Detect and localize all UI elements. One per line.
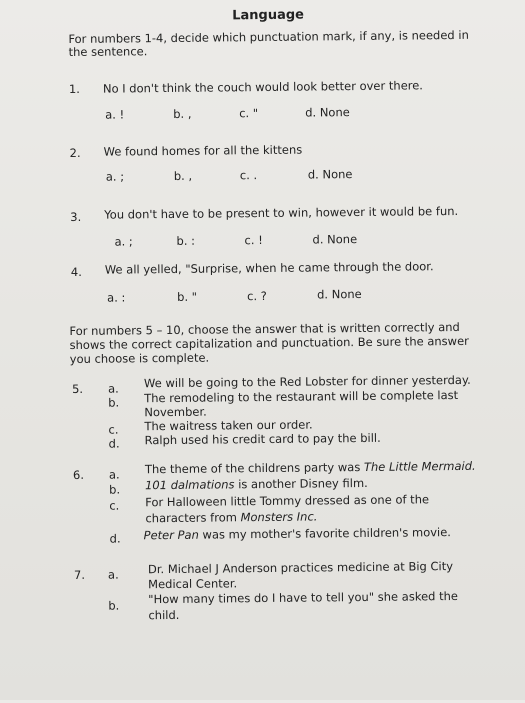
question-6-option-b-text: is another Disney film. (234, 475, 368, 492)
question-4-number: 4. (70, 264, 82, 280)
question-5-option-b-line-1[interactable]: The remodeling to the restaurant will be complete last (144, 387, 459, 406)
instruction-1-line-2: the sentence. (68, 44, 148, 60)
question-2-option-b[interactable]: b. , (173, 168, 193, 183)
instruction-2-line-2: shows the correct capitalization and punctuation. Be sure the answer (69, 333, 469, 353)
question-6-number: 6. (72, 467, 85, 483)
question-3-option-a[interactable]: a. ; (114, 234, 133, 249)
question-5-letter-c[interactable]: c. (108, 422, 119, 437)
question-6-option-d-text: was my mother's favorite children's movie. (198, 525, 451, 542)
question-6-letter-d[interactable]: d. (109, 531, 121, 546)
question-7-option-b-line-2[interactable]: child. (148, 607, 180, 623)
question-3-option-c[interactable]: c. ! (244, 233, 263, 248)
question-7-letter-a[interactable]: a. (107, 567, 119, 582)
question-4-text: We all yelled, "Surprise, when he came through the door. (104, 259, 434, 277)
question-3-option-d[interactable]: d. None (312, 232, 358, 247)
question-6-option-d-title: Peter Pan (143, 527, 199, 543)
question-5-option-b-line-2[interactable]: November. (144, 404, 207, 420)
question-1-option-c[interactable]: c. " (239, 106, 259, 121)
question-6-option-a-text: The theme of the childrens party was (144, 459, 365, 477)
question-6-letter-c[interactable]: c. (109, 498, 120, 513)
question-5-option-a[interactable]: We will be going to the Red Lobster for dinner yesterday. (143, 372, 471, 391)
question-4-option-b[interactable]: b. " (177, 289, 198, 304)
question-4-option-a[interactable]: a. : (107, 290, 126, 305)
instruction-2-line-3: you choose is complete. (69, 350, 210, 367)
question-1-option-d[interactable]: d. None (305, 105, 350, 120)
question-1-number: 1. (68, 81, 80, 97)
question-6-option-b[interactable] (145, 476, 368, 492)
question-2-option-d[interactable]: d. None (307, 167, 353, 182)
question-2-text: We found homes for all the kittens (103, 142, 303, 159)
instruction-1-line-1: For numbers 1-4, decide which punctuation mark, if any, is needed in (68, 27, 469, 47)
question-6-option-c-text: characters from (145, 510, 241, 526)
question-3-number: 3. (70, 209, 82, 225)
question-1-option-a[interactable]: a. ! (105, 107, 125, 122)
question-5-letter-a[interactable]: a. (107, 381, 119, 396)
question-4-option-d[interactable]: d. None (317, 286, 362, 302)
question-1-option-b[interactable]: b. , (173, 106, 192, 121)
question-7-option-a-line-2[interactable]: Medical Center. (148, 576, 238, 592)
question-5-letter-b[interactable]: b. (108, 395, 120, 410)
question-5-option-d[interactable]: Ralph used his credit card to pay the bill. (144, 430, 381, 448)
question-1-text: No I don't think the couch would look better over there. (102, 78, 424, 96)
question-6-option-a-title: The Little Mermaid. (363, 458, 476, 474)
question-2-option-a[interactable]: a. ; (105, 169, 125, 184)
question-6-option-d[interactable] (144, 525, 451, 542)
question-6-option-a[interactable] (145, 459, 476, 476)
question-6-option-c-title: Monsters Inc. (240, 509, 318, 525)
question-4-option-c[interactable]: c. ? (247, 288, 267, 304)
question-7-letter-b[interactable]: b. (108, 598, 120, 613)
question-6-letter-b[interactable]: b. (109, 482, 121, 497)
question-6-option-c-line-1[interactable]: For Halloween little Tommy dressed as one of the (145, 492, 430, 510)
page-title: Language (232, 7, 305, 24)
question-5-number: 5. (71, 381, 84, 397)
question-7-number: 7. (73, 567, 86, 583)
question-6-letter-a[interactable]: a. (108, 467, 120, 482)
question-5-option-c[interactable]: The waitress taken our order. (144, 417, 313, 434)
question-2-option-c[interactable]: c. . (239, 168, 258, 183)
question-5-letter-d[interactable]: d. (108, 436, 120, 451)
question-7-option-b-line-1[interactable]: "How many times do I have to tell you" she asked the (148, 588, 459, 607)
question-3-option-b[interactable]: b. : (176, 233, 196, 248)
question-3-text: You don't have to be present to win, however it would be fun. (104, 203, 459, 222)
question-2-number: 2. (69, 145, 81, 161)
question-6-option-c-line-2[interactable] (145, 509, 317, 525)
instruction-2-line-1: For numbers 5 – 10, choose the answer that is written correctly and (69, 319, 460, 339)
question-7-option-a-line-1[interactable]: Dr. Michael J Anderson practices medicine at Big City (147, 559, 454, 577)
question-6-option-b-title: 101 dalmations (145, 477, 235, 493)
